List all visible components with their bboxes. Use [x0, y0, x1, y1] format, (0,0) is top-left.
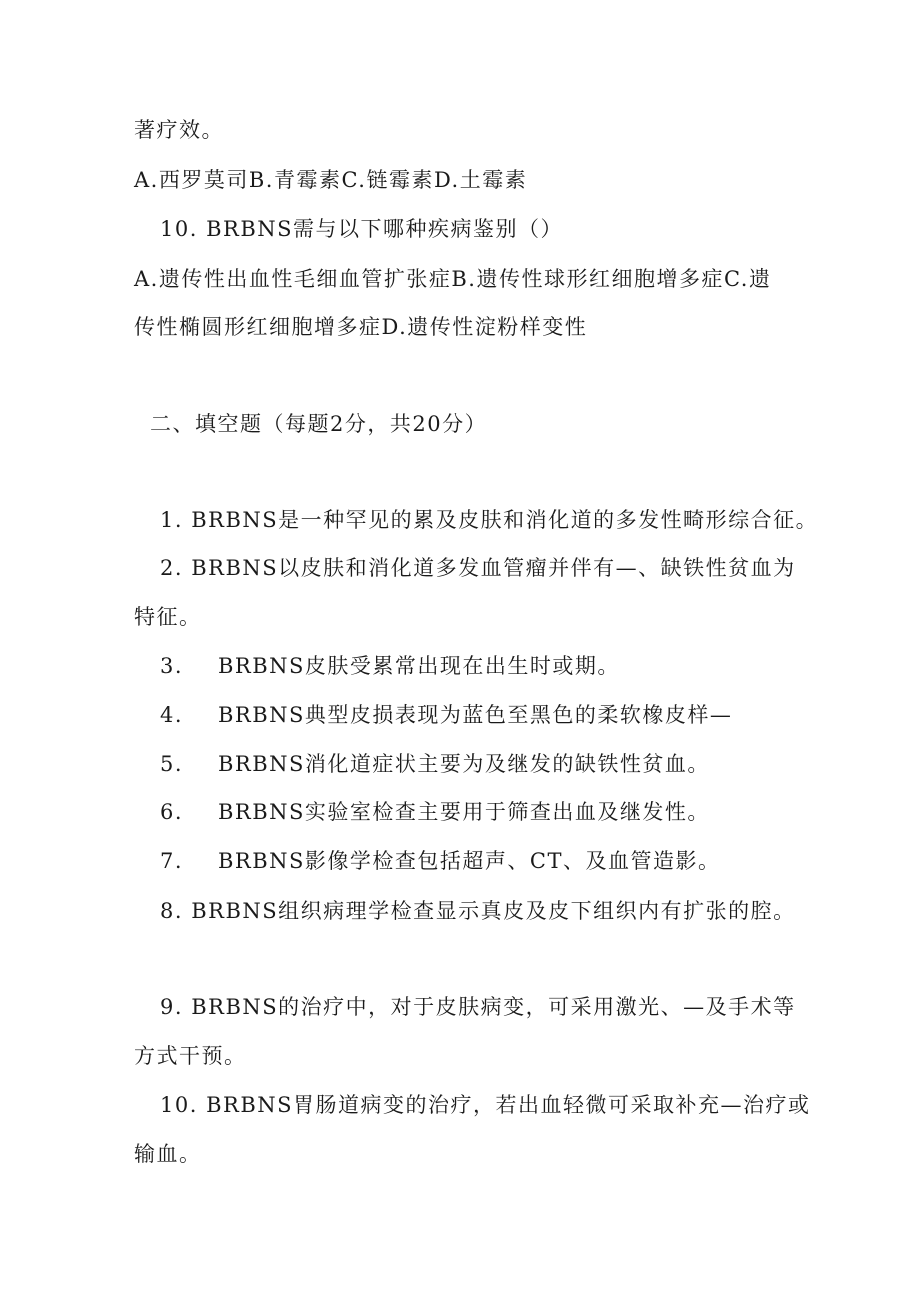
fill-item-5 — [160, 750, 710, 778]
item-number: 7. — [160, 849, 184, 873]
fill-item-4 — [160, 701, 732, 729]
item-text: BRBNS皮肤受累常出现在出生时或期。 — [218, 654, 620, 678]
q10-options-line2: 传性椭圆形红细胞增多症D.遗传性淀粉样变性 — [134, 315, 588, 339]
item-number: 4. — [160, 703, 184, 727]
item-text: BRBNS影像学检查包括超声、CT、及血管造影。 — [218, 849, 721, 873]
q10-question: 10. BRBNS需与以下哪种疾病鉴别（） — [160, 217, 564, 241]
item-text: BRBNS消化道症状主要为及继发的缺铁性贫血。 — [218, 752, 710, 776]
q9-options: A.西罗莫司B.青霉素C.链霉素D.土霉素 — [134, 168, 528, 192]
fill-item-7 — [160, 847, 721, 875]
fill-item-1: 1. BRBNS是一种罕见的累及皮肤和消化道的多发性畸形综合征。 — [160, 508, 819, 532]
fill-item-9-line2: 方式干预。 — [134, 1044, 247, 1068]
fill-item-3 — [160, 652, 620, 680]
item-text: BRBNS典型皮损表现为蓝色至黑色的柔软橡皮样— — [218, 703, 733, 727]
fill-item-2-line1: 2. BRBNS以皮肤和消化道多发血管瘤并伴有—、缺铁性贫血为 — [160, 556, 796, 580]
q9-tail: 著疗效。 — [134, 118, 224, 142]
item-text: BRBNS实验室检查主要用于筛查出血及继发性。 — [218, 800, 710, 824]
item-number: 5. — [160, 752, 184, 776]
fill-item-8: 8. BRBNS组织病理学检查显示真皮及皮下组织内有扩张的腔。 — [160, 899, 796, 923]
fill-item-9-line1: 9. BRBNS的治疗中，对于皮肤病变，可采用激光、—及手术等 — [160, 995, 796, 1019]
item-number: 6. — [160, 800, 184, 824]
section-heading: 二、填空题（每题2分，共20分） — [150, 412, 488, 436]
fill-item-10-line2: 输血。 — [134, 1142, 202, 1166]
q10-options-line1: A.遗传性出血性毛细血管扩张症B.遗传性球形红细胞增多症C.遗 — [134, 267, 772, 291]
item-number: 3. — [160, 654, 184, 678]
fill-item-6 — [160, 798, 710, 826]
fill-item-10-line1: 10. BRBNS胃肠道病变的治疗，若出血轻微可采取补充—治疗或 — [160, 1093, 811, 1117]
fill-item-2-line2: 特征。 — [134, 605, 202, 629]
